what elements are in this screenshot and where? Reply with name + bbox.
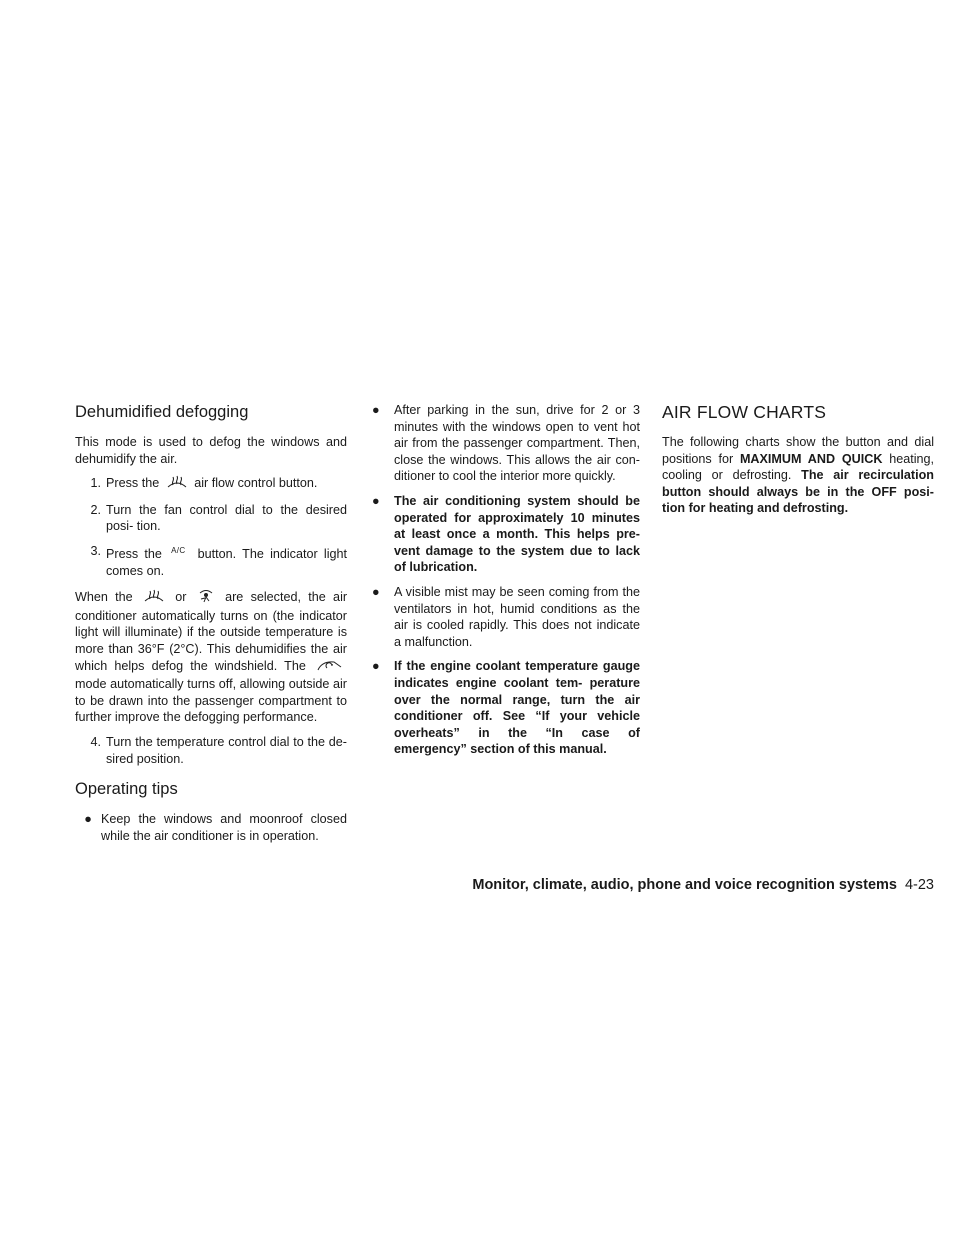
tip-text: The air conditioning system should be operated for approximately 10 minutes at least once a month. This helps pre- vent damage to the system due to lack of lubrication.: [394, 493, 640, 575]
front-defrost-icon: [166, 475, 188, 494]
step-number: 3.: [90, 543, 101, 558]
step-text: button. The indicator light comes on.: [106, 546, 348, 578]
step-number: 4.: [90, 734, 101, 749]
section-heading-air-flow-charts: AIR FLOW CHARTS: [662, 402, 827, 422]
step-1: [75, 475, 347, 494]
step-text: Turn the fan control dial to the desired posi- tion.: [106, 502, 347, 534]
paragraph-text: The following charts show the button and dial positions for: [662, 435, 934, 466]
page-footer: [472, 877, 934, 893]
tip-text: After parking in the sun, drive for 2 or 3 minutes with the windows open to vent hot air from the passenger compartment. Then, close the windows. This allows the air con- ditioner to cool the interior more quickly.: [394, 403, 640, 484]
step-number: 1.: [90, 476, 101, 491]
front-defrost-icon: [143, 589, 165, 608]
paragraph-text: or: [175, 590, 187, 605]
bullet-icon: ●: [372, 584, 380, 599]
tip-item: [370, 493, 640, 576]
air-recirculation-icon: [316, 658, 344, 677]
right-column: [662, 402, 934, 525]
step-text: Press the: [106, 476, 160, 491]
bullet-icon: ●: [372, 403, 380, 417]
step-4: [75, 734, 347, 767]
paragraph-text: heating, cooling or defrosting.: [662, 451, 935, 483]
ac-button-label: A/C: [171, 545, 186, 555]
step-text: Press the: [106, 546, 162, 561]
step-text: air flow control button.: [194, 476, 318, 491]
step-text: Turn the temperature control dial to the de- sired position.: [106, 734, 347, 766]
section-heading-operating-tips: Operating tips: [75, 780, 178, 799]
tip-text: A visible mist may be seen coming from the ventilators in hot, humid conditions as the air is cooled rapidly. This does not indicate a malfunction.: [394, 584, 640, 649]
page-number: 4-23: [904, 877, 934, 893]
section-heading-dehumidified-defogging: Dehumidified defogging: [75, 403, 249, 421]
paragraph-bold-text: The air recirculation button should always be in the OFF posi- tion for heating and defrosting.: [662, 468, 934, 516]
tip-item: [370, 658, 640, 758]
tip-item: [370, 402, 640, 485]
floor-defrost-icon: [197, 587, 215, 608]
left-column: [75, 402, 347, 852]
tip-item: [75, 811, 347, 844]
step-2: [75, 502, 347, 535]
air-flow-paragraph: [662, 434, 934, 517]
paragraph-text: When the: [75, 590, 133, 605]
paragraph-bold-text: MAXIMUM AND QUICK: [739, 451, 883, 466]
paragraph-text: mode automatically turns off, allowing outside air to be drawn into the passenger compartment to further improve the defogging performance.: [75, 677, 347, 725]
paragraph-text: are selected, the air conditioner automatically turns on (the indicator light will illuminate) if the outside temperature is more than 36°F (2°C). This dehumidifies the air which helps defog the windshield. The: [75, 590, 348, 673]
step-number: 2.: [90, 502, 101, 517]
intro-paragraph: This mode is used to defog the windows and dehumidify the air.: [75, 435, 347, 466]
tip-text: If the engine coolant temperature gauge indicates engine coolant tem- perature over the normal range, turn the air conditioner off. See “If your vehicle overheats” in the “In case of emergency” section of this manual.: [394, 659, 640, 757]
footer-chapter-title: Monitor, climate, audio, phone and voice recognition systems: [472, 877, 897, 893]
bullet-icon: ●: [372, 659, 380, 674]
step-3: [75, 543, 347, 579]
tip-item: [370, 584, 640, 650]
tip-text: Keep the windows and moonroof closed while the air conditioner is in operation.: [101, 812, 347, 843]
when-selected-paragraph: [75, 587, 347, 726]
bullet-icon: ●: [84, 812, 92, 827]
middle-column: [370, 402, 640, 766]
bullet-icon: ●: [372, 493, 380, 508]
